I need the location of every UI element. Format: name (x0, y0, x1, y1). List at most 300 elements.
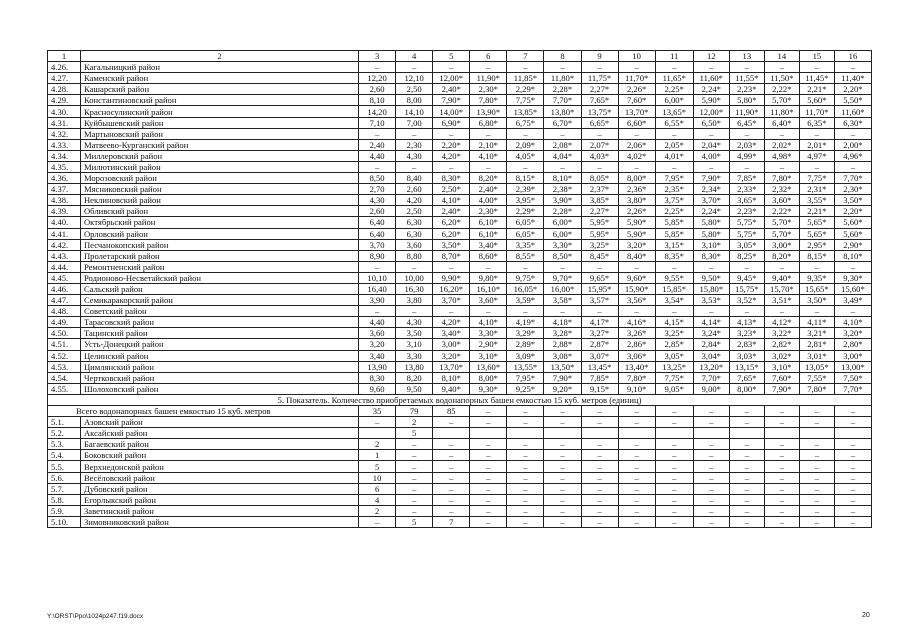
value-cell: 5,75* (729, 228, 764, 239)
value-cell: 13,50* (544, 361, 581, 372)
value-cell: 6,55* (655, 117, 693, 128)
value-cell: 5,60* (834, 217, 871, 228)
table-row (48, 250, 872, 261)
row-number: 4.37. (48, 184, 81, 195)
value-cell: 13,90 (359, 361, 396, 372)
value-cell: 8,05* (581, 173, 618, 184)
value-cell: 11,40* (834, 73, 871, 84)
value-cell: 8,70* (433, 250, 470, 261)
table-row (48, 461, 872, 472)
value-cell: 3,60 (359, 328, 396, 339)
value-cell: – (834, 161, 871, 172)
table-row (48, 339, 872, 350)
value-cell: 3,50* (834, 195, 871, 206)
value-cell: 11,75* (581, 73, 618, 84)
value-cell: 2,01* (799, 139, 834, 150)
value-cell: 2,24* (693, 84, 729, 95)
value-cell: 3,55* (799, 195, 834, 206)
value-cell: – (359, 161, 396, 172)
value-cell: 15,65* (799, 283, 834, 294)
value-cell: 2,60 (396, 184, 433, 195)
value-cell: – (507, 483, 544, 494)
value-cell: 2,39* (507, 184, 544, 195)
value-cell: 8,50* (544, 250, 581, 261)
value-cell: – (729, 161, 764, 172)
value-cell: – (799, 450, 834, 461)
value-cell: 5,85* (655, 228, 693, 239)
value-cell: – (655, 439, 693, 450)
page-number: 20 (862, 612, 870, 619)
value-cell (618, 428, 655, 439)
value-cell: 7,90* (544, 372, 581, 383)
value-cell: 13,75* (581, 106, 618, 117)
value-cell: – (433, 417, 470, 428)
value-cell: 3,06* (618, 350, 655, 361)
value-cell: – (544, 494, 581, 505)
value-cell: 8,25* (729, 250, 764, 261)
value-cell: 2,87* (581, 339, 618, 350)
row-number: 5.6. (48, 472, 81, 483)
value-cell: 5,60* (834, 228, 871, 239)
value-cell: 4,10* (470, 317, 507, 328)
value-cell: 5,70* (764, 95, 799, 106)
value-cell: 3,70* (693, 195, 729, 206)
value-cell: – (507, 128, 544, 139)
value-cell: – (433, 461, 470, 472)
value-cell: 3,85* (581, 195, 618, 206)
value-cell: – (359, 306, 396, 317)
value-cell: – (470, 505, 507, 516)
value-cell: 13,05* (799, 361, 834, 372)
value-cell: 11,70* (618, 73, 655, 84)
value-cell: – (655, 516, 693, 527)
value-cell: 8,20 (396, 372, 433, 383)
value-cell: 13,70* (618, 106, 655, 117)
value-cell: 13,20* (693, 361, 729, 372)
value-cell: 2,70 (359, 184, 396, 195)
value-cell: – (359, 62, 396, 73)
value-cell: 3,10* (470, 350, 507, 361)
row-number: 5.3. (48, 439, 81, 450)
value-cell: 2,83* (729, 339, 764, 350)
value-cell: – (507, 161, 544, 172)
row-name: Неклиновский район (80, 195, 358, 206)
value-cell (834, 428, 871, 439)
value-cell: – (470, 417, 507, 428)
value-cell: 35 (359, 406, 396, 417)
value-cell: 2,08* (544, 139, 581, 150)
table-row (48, 505, 872, 516)
value-cell: – (359, 261, 396, 272)
row-number: 5.9. (48, 505, 81, 516)
value-cell: 7,90* (433, 95, 470, 106)
value-cell: – (470, 261, 507, 272)
value-cell: 6,40 (359, 228, 396, 239)
value-cell: 7,85* (729, 173, 764, 184)
row-number: 5.4. (48, 450, 81, 461)
value-cell: 7,80* (618, 372, 655, 383)
value-cell: 2,33* (729, 184, 764, 195)
value-cell: – (544, 62, 581, 73)
value-cell: 3,60* (470, 295, 507, 306)
value-cell: 16,05* (507, 283, 544, 294)
value-cell: 4,30 (396, 317, 433, 328)
section-title: 5. Показатель. Количество приобретаемых водонапорных башен емкостью 15 куб. метров (единиц) (48, 394, 872, 405)
row-name: Кагальницкий район (80, 62, 358, 73)
value-cell: 12,00* (693, 106, 729, 117)
value-cell: 79 (396, 406, 433, 417)
value-cell: – (433, 62, 470, 73)
value-cell: 2,40* (470, 184, 507, 195)
value-cell: 7,85* (581, 372, 618, 383)
value-cell: – (544, 472, 581, 483)
value-cell: 2,27* (581, 84, 618, 95)
value-cell: 7,65* (581, 95, 618, 106)
value-cell: 2,20* (834, 206, 871, 217)
value-cell: 2,00* (834, 139, 871, 150)
value-cell: 6,40 (359, 217, 396, 228)
value-cell: – (655, 483, 693, 494)
row-name: Тарасовский район (80, 317, 358, 328)
value-cell: 5,80* (729, 95, 764, 106)
value-cell (764, 428, 799, 439)
value-cell: 2,24* (693, 206, 729, 217)
column-header: 16 (834, 51, 871, 62)
value-cell: – (729, 483, 764, 494)
value-cell: 3,20* (834, 328, 871, 339)
row-name: Сальский район (80, 283, 358, 294)
value-cell: 4,14* (693, 317, 729, 328)
value-cell: – (693, 450, 729, 461)
value-cell: – (544, 306, 581, 317)
value-cell: 2,30 (396, 139, 433, 150)
value-cell: 5,90* (618, 228, 655, 239)
value-cell (359, 428, 396, 439)
value-cell: – (764, 128, 799, 139)
value-cell: 12,10 (396, 73, 433, 84)
value-cell: – (581, 62, 618, 73)
value-cell: 2,95* (799, 239, 834, 250)
value-cell (729, 428, 764, 439)
value-cell: 6,60* (618, 117, 655, 128)
column-header: 10 (618, 51, 655, 62)
value-cell: – (433, 306, 470, 317)
value-cell: – (396, 161, 433, 172)
row-name: Мясниковский район (80, 184, 358, 195)
value-cell: 8,40 (396, 173, 433, 184)
value-cell: 9,50* (693, 272, 729, 283)
value-cell: 10,00 (396, 272, 433, 283)
value-cell: – (581, 450, 618, 461)
value-cell: 2,32* (764, 184, 799, 195)
value-cell: – (507, 516, 544, 527)
value-cell: 5,90* (618, 217, 655, 228)
value-cell: 3,59* (507, 295, 544, 306)
table-row (48, 483, 872, 494)
row-number: 4.38. (48, 195, 81, 206)
value-cell: – (693, 494, 729, 505)
value-cell: 3,09* (507, 350, 544, 361)
value-cell: 2 (396, 417, 433, 428)
value-cell: – (470, 406, 507, 417)
row-number: 4.28. (48, 84, 81, 95)
value-cell: – (764, 161, 799, 172)
value-cell (507, 428, 544, 439)
table-row (48, 195, 872, 206)
value-cell: 3,10* (693, 239, 729, 250)
value-cell (693, 428, 729, 439)
value-cell: 4,20 (396, 195, 433, 206)
value-cell: 7,70* (693, 372, 729, 383)
row-number: 4.32. (48, 128, 81, 139)
value-cell: – (618, 261, 655, 272)
value-cell: – (834, 62, 871, 73)
value-cell: 7,70* (834, 383, 871, 394)
value-cell: 8,55* (507, 250, 544, 261)
value-cell: 5,95* (581, 228, 618, 239)
value-cell: – (799, 505, 834, 516)
column-header: 4 (396, 51, 433, 62)
table-row (48, 173, 872, 184)
value-cell: – (764, 439, 799, 450)
value-cell: 1 (359, 450, 396, 461)
value-cell: 8,20* (470, 173, 507, 184)
value-cell: 2,85* (655, 339, 693, 350)
value-cell: 7,75* (507, 95, 544, 106)
value-cell: 2,30* (834, 184, 871, 195)
value-cell: 3,51* (764, 295, 799, 306)
row-name: Тацинский район (80, 328, 358, 339)
value-cell: – (764, 406, 799, 417)
value-cell: 5,75* (729, 217, 764, 228)
value-cell: 2,23* (729, 84, 764, 95)
value-cell: – (544, 461, 581, 472)
value-cell: 3,50* (799, 295, 834, 306)
value-cell: – (834, 472, 871, 483)
row-name: Семикаракорский район (80, 295, 358, 306)
value-cell: – (470, 494, 507, 505)
table-row (48, 306, 872, 317)
value-cell: – (507, 472, 544, 483)
value-cell: 9,40* (764, 272, 799, 283)
value-cell: 14,10 (396, 106, 433, 117)
value-cell: 7,10 (359, 117, 396, 128)
value-cell: 3,80 (396, 295, 433, 306)
value-cell: 4,20* (433, 150, 470, 161)
value-cell: – (693, 472, 729, 483)
value-cell: 3,50 (396, 328, 433, 339)
value-cell: 3,10* (764, 361, 799, 372)
value-cell: 13,00* (834, 361, 871, 372)
value-cell: – (618, 417, 655, 428)
value-cell: 2,86* (618, 339, 655, 350)
value-cell: 2,04* (693, 139, 729, 150)
value-cell: – (470, 516, 507, 527)
value-cell: 5,70* (764, 217, 799, 228)
value-cell: 6,10* (470, 217, 507, 228)
value-cell: 4,96* (834, 150, 871, 161)
value-cell: 6,45* (729, 117, 764, 128)
value-cell: – (655, 261, 693, 272)
value-cell: 9,35* (799, 272, 834, 283)
value-cell: 8,30 (359, 372, 396, 383)
value-cell: 14,00* (433, 106, 470, 117)
row-name: Пролетарский район (80, 250, 358, 261)
value-cell: 6,00* (655, 95, 693, 106)
column-header: 9 (581, 51, 618, 62)
value-cell: 6,40* (764, 117, 799, 128)
value-cell: 3,07* (581, 350, 618, 361)
value-cell: – (729, 461, 764, 472)
value-cell: 4,15* (655, 317, 693, 328)
value-cell: 2,89* (507, 339, 544, 350)
value-cell: – (618, 439, 655, 450)
value-cell: – (729, 128, 764, 139)
value-cell: – (507, 505, 544, 516)
value-cell: – (396, 62, 433, 73)
value-cell: 7,50* (834, 372, 871, 383)
row-number: 4.45. (48, 272, 81, 283)
value-cell: 5 (396, 516, 433, 527)
table-row (48, 161, 872, 172)
value-cell: 15,70* (764, 283, 799, 294)
row-name: Каменский район (80, 73, 358, 84)
value-cell: – (799, 472, 834, 483)
row-number: 4.55. (48, 383, 81, 394)
column-header: 6 (470, 51, 507, 62)
value-cell: 7,55* (799, 372, 834, 383)
value-cell: 8,00 (396, 95, 433, 106)
value-cell: – (799, 306, 834, 317)
value-cell: – (507, 494, 544, 505)
row-name: Октябрьский район (80, 217, 358, 228)
table-row (48, 383, 872, 394)
value-cell: 2 (359, 505, 396, 516)
value-cell: – (655, 161, 693, 172)
value-cell: – (655, 406, 693, 417)
value-cell: 2,21* (799, 84, 834, 95)
row-number: 5.2. (48, 428, 81, 439)
value-cell: 2,03* (729, 139, 764, 150)
row-number: 4.27. (48, 73, 81, 84)
value-cell: 3,54* (655, 295, 693, 306)
value-cell: 4,10* (470, 150, 507, 161)
row-number: 4.29. (48, 95, 81, 106)
value-cell: 2,09* (507, 139, 544, 150)
value-cell: 2,60 (359, 84, 396, 95)
value-cell: – (693, 461, 729, 472)
value-cell: – (834, 406, 871, 417)
value-cell: 5 (396, 428, 433, 439)
value-cell: 3,10 (396, 339, 433, 350)
row-name: Советский район (80, 306, 358, 317)
value-cell: – (433, 450, 470, 461)
value-cell: 6,30* (834, 117, 871, 128)
value-cell: 6,80* (470, 117, 507, 128)
value-cell: 6,90* (433, 117, 470, 128)
value-cell: – (834, 505, 871, 516)
table-row (48, 84, 872, 95)
value-cell: 8,35* (655, 250, 693, 261)
value-cell: 3,30* (470, 328, 507, 339)
value-cell: 6,00* (544, 228, 581, 239)
value-cell: – (729, 450, 764, 461)
value-cell: – (581, 472, 618, 483)
value-cell: – (729, 472, 764, 483)
value-cell: – (693, 439, 729, 450)
value-cell: 5,85* (655, 217, 693, 228)
value-cell: 4,97* (799, 150, 834, 161)
value-cell: – (764, 516, 799, 527)
value-cell: – (799, 261, 834, 272)
value-cell: – (729, 439, 764, 450)
row-number: 4.44. (48, 261, 81, 272)
value-cell: 2,88* (544, 339, 581, 350)
row-number: 4.34. (48, 150, 81, 161)
value-cell: 11,45* (799, 73, 834, 84)
row-name: Константиновский район (80, 95, 358, 106)
value-cell: – (470, 128, 507, 139)
value-cell: – (799, 461, 834, 472)
value-cell: – (655, 128, 693, 139)
value-cell: – (396, 461, 433, 472)
value-cell: 4,99* (729, 150, 764, 161)
table-row (48, 450, 872, 461)
value-cell: 9,10* (618, 383, 655, 394)
value-cell: 3,00* (834, 350, 871, 361)
value-cell: 2,35* (655, 184, 693, 195)
value-cell: – (834, 417, 871, 428)
table-row (48, 350, 872, 361)
column-header: 15 (799, 51, 834, 62)
value-cell: – (729, 62, 764, 73)
value-cell: 8,00* (729, 383, 764, 394)
value-cell: 3,01* (799, 350, 834, 361)
value-cell: 11,90* (470, 73, 507, 84)
table-row (48, 106, 872, 117)
value-cell (433, 428, 470, 439)
value-cell: 3,30 (396, 350, 433, 361)
value-cell: 8,15* (799, 250, 834, 261)
value-cell: 2,20* (834, 84, 871, 95)
value-cell: – (729, 417, 764, 428)
table-row (48, 73, 872, 84)
value-cell: – (544, 128, 581, 139)
value-cell: – (834, 306, 871, 317)
value-cell: – (470, 461, 507, 472)
value-cell: 9,75* (507, 272, 544, 283)
value-cell: 3,00* (764, 239, 799, 250)
value-cell: – (581, 306, 618, 317)
row-name: Родионово-Несветайский район (80, 272, 358, 283)
value-cell: – (764, 472, 799, 483)
value-cell: – (433, 472, 470, 483)
table-row (48, 361, 872, 372)
value-cell: 3,60* (764, 195, 799, 206)
table-row (48, 272, 872, 283)
value-cell: 3,24* (693, 328, 729, 339)
value-cell: 9,90* (433, 272, 470, 283)
value-cell: 4,19* (507, 317, 544, 328)
value-cell: 9,00* (693, 383, 729, 394)
row-name: Орловский район (80, 228, 358, 239)
value-cell: – (655, 472, 693, 483)
value-cell: – (655, 62, 693, 73)
value-cell: – (470, 62, 507, 73)
value-cell: 2,23* (729, 206, 764, 217)
value-cell: 4,03* (581, 150, 618, 161)
value-cell: – (764, 505, 799, 516)
